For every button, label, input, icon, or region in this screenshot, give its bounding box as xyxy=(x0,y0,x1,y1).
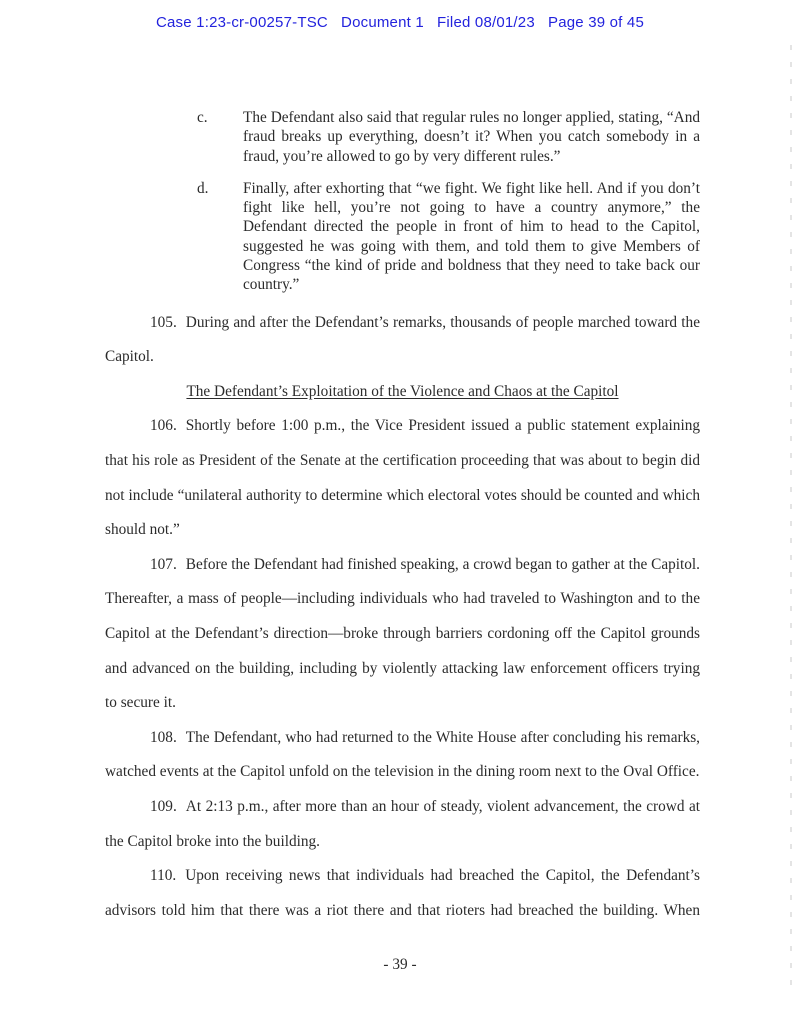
paragraph-105-text: During and after the Defendant’s remarks, thousands of people marched toward the Capitol. xyxy=(105,313,700,366)
paragraph-108-text: The Defendant, who had returned to the White House after concluding his remarks, watched events at the Capitol unfold on the television in the dining room next to the Oval Office. xyxy=(105,728,700,781)
subparagraph-d xyxy=(197,179,700,295)
paragraph-106-text: Shortly before 1:00 p.m., the Vice President issued a public statement explaining that his role as President of the Senate at the certification proceeding that was about to begin did not include “unilateral authority to determine which electoral votes should be counted and which should not.” xyxy=(105,417,700,539)
paragraph-108 xyxy=(105,721,700,790)
subparagraph-c xyxy=(197,108,700,166)
paragraph-107-text: Before the Defendant had finished speaking, a crowd began to gather at the Capitol. Thereafter, a mass of people—including individuals who had traveled to Washington and to the Capitol at the Defendant’s direction—broke through barriers cordoning off the Capitol grounds and advanced on the building, including by violently attacking law enforcement officers trying to secure it. xyxy=(105,555,700,712)
paragraph-109-text: At 2:13 p.m., after more than an hour of steady, violent advancement, the crowd at the Capitol broke into the building. xyxy=(105,797,700,850)
subparagraph-c-text: The Defendant also said that regular rules no longer applied, stating, “And fraud breaks up everything, doesn’t it? When you catch somebody in a fraud, you’re allowed to go by very different rules.” xyxy=(243,109,700,165)
paragraph-110-text: Upon receiving news that individuals had breached the Capitol, the Defendant’s advisors told him that there was a riot there and that rioters had breached the building. When xyxy=(105,867,700,919)
case-stamp-header: Case 1:23-cr-00257-TSC Document 1 Filed 08/01/23 Page 39 of 45 xyxy=(155,14,645,31)
paragraph-107-number: 107. xyxy=(150,555,177,573)
paragraph-107 xyxy=(105,548,700,721)
paragraph-105 xyxy=(105,306,700,375)
paragraph-106 xyxy=(105,409,700,547)
scan-artifact-line xyxy=(790,45,792,985)
page-number: - 39 - xyxy=(383,956,417,973)
subparagraph-c-label: c. xyxy=(197,109,208,126)
paragraph-109-number: 109. xyxy=(150,797,177,815)
subparagraph-d-label: d. xyxy=(197,179,209,197)
section-heading-text: The Defendant’s Exploitation of the Violence and Chaos at the Capitol xyxy=(186,382,619,400)
paragraph-110-number: 110. xyxy=(150,867,177,885)
paragraph-105-number: 105. xyxy=(150,313,177,331)
paragraph-108-number: 108. xyxy=(150,728,177,746)
paragraph-109 xyxy=(105,790,700,859)
paragraph-110 xyxy=(105,859,700,928)
section-heading xyxy=(105,375,700,410)
subparagraph-d-text: Finally, after exhorting that “we fight. We fight like hell. And if you don’t fight like hell, you’re not going to have a country anymore,” the Defendant directed the people in front of him to head to the Capitol, suggested he was going with them, and told them to give Members of Congress “the kind of pride and boldness that they need to take back our country.” xyxy=(243,179,700,294)
document-body xyxy=(105,108,700,928)
paragraph-106-number: 106. xyxy=(150,417,177,435)
